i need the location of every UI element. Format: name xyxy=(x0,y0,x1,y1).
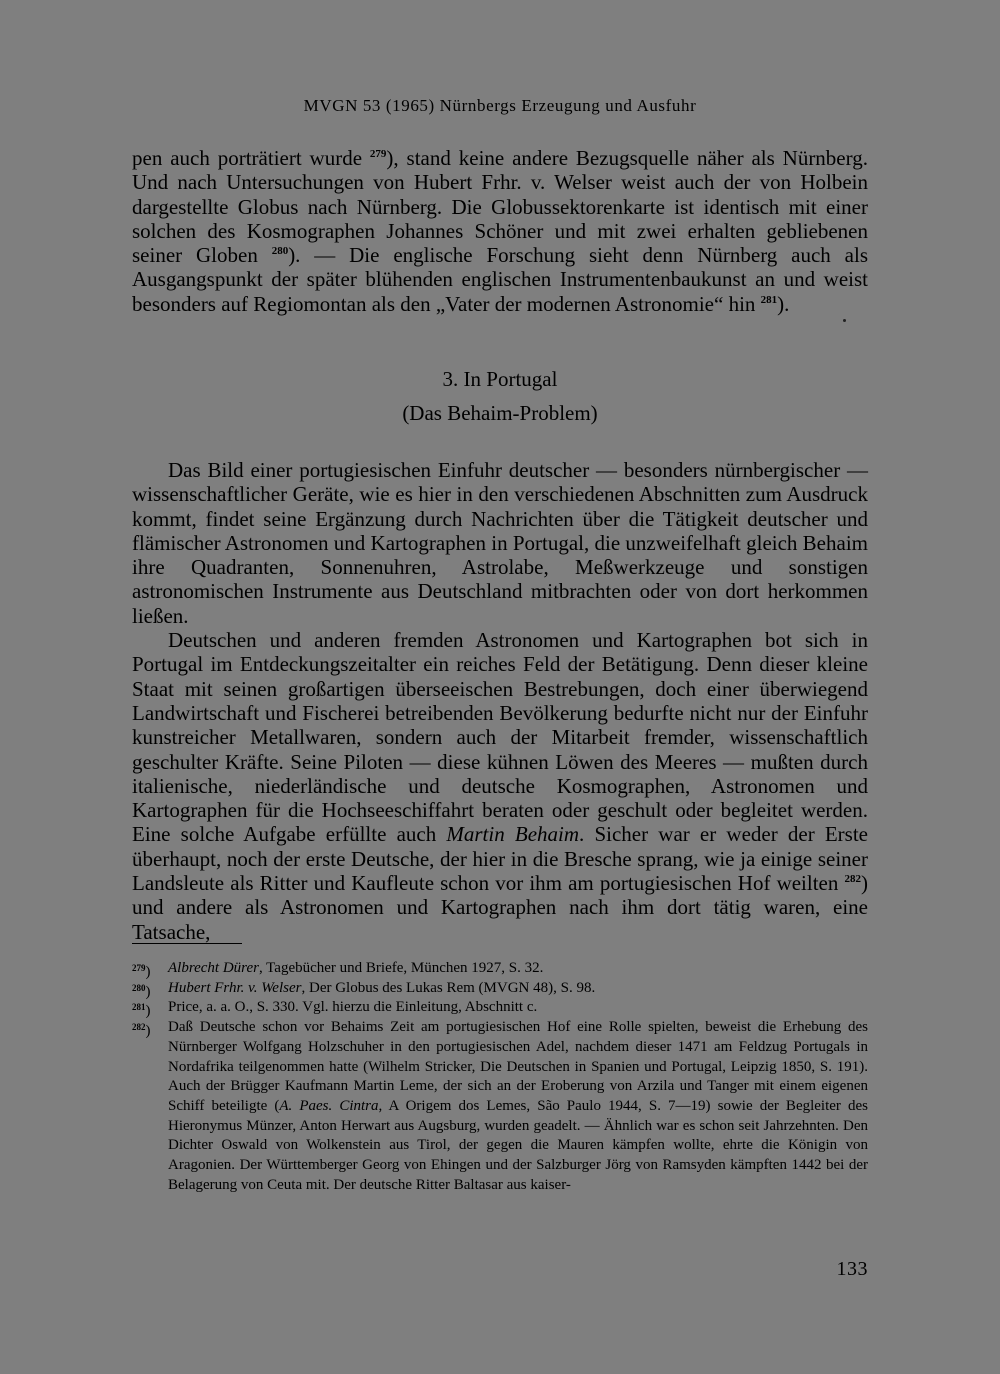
text-run: Daß Deutsche schon vor Behaims Zeit am portugiesischen Hof eine Rolle spielten, beweist die Erhebung des Nürnberger Wolfgang Holzschuher in den portugiesischen Adel, nachdem dieser 1471 am Feldzug Portugals in Nordafrika teilgenommen hatte (Wilhelm Stricker, Die Deutschen in Spanien und Portugal, Leipzig 1850, S. 191). Auch der Brügger Kaufmann Martin Leme, der sich an der Eroberung von Arzila und Tanger mit einem eigenen Schiff beteiligte ( xyxy=(168,1019,868,1114)
text-run: . Sicher war er weder der Erste überhaupt, noch der erste Deutsche, der hier in die Bresche sprang, wie ja einige seiner Landsleute als Ritter und Kaufleute schon vor ihm am portugiesischen Hof weilten xyxy=(132,822,869,896)
footnote-280 xyxy=(132,979,868,999)
text-run: , A Origem dos Lemes, São Paulo 1944, S. 7—19) sowie der Begleiter des Hieronymus Münzer, Anton Herwart aus Augsburg, wurden geadelt. — Ähnlich war es schon seit Jahrzehnten. Den Dichter Oswald von Wolkenstein aus Tirol, der gegen die Mauren kämpfen wollte, ehrte die Königin von Aragonien. Der Württemberger Georg von Ehingen und der Salzburger Jörg von Ramsyden kämpften 1442 bei der Belagerung von Ceuta mit. Der deutsche Ritter Baltasar aus kaiser- xyxy=(168,1097,868,1193)
section-subtitle: (Das Behaim-Problem) xyxy=(402,401,598,425)
footnote-number-value: 279 xyxy=(132,963,146,973)
paragraph-continuation xyxy=(132,146,868,316)
footnote-282 xyxy=(132,1018,868,1195)
footnote-number: $^{279}$) xyxy=(132,963,151,980)
footnote-number: $^{282}$) xyxy=(132,1022,151,1040)
footnote-number-value: 282 xyxy=(132,1022,146,1033)
italic-run: Albrecht Dürer xyxy=(168,960,259,976)
footnote-281 xyxy=(132,998,868,1018)
text-run: pen auch porträtiert wurde xyxy=(132,146,363,170)
footnote-ref-281: 281 xyxy=(760,293,778,306)
footnote-279 xyxy=(132,959,868,979)
footnote-ref-282: 282 xyxy=(844,873,861,886)
section-body xyxy=(132,458,868,944)
text-run: ), stand keine andere Bezugsquelle näher als Nürnberg. Und nach Untersuchungen von Hubert Frhr. v. Welser weist auch der von Holbein dargestellte Globus nach Nürnberg. Die Globussektorenkarte ist identisch mit einer solchen des Kosmographen Johannes Schöner und mit zwei erhalten gebliebenen seiner Globen xyxy=(132,146,868,268)
text-run: , Tagebücher und Briefe, München 1927, S. 32. xyxy=(258,960,544,976)
text-run: ). xyxy=(777,291,790,316)
paragraph xyxy=(132,628,868,944)
italic-run: A. Paes. Cintra xyxy=(279,1097,379,1114)
footnote-number: $^{281}$) xyxy=(132,1002,151,1020)
footnote-number-value: 281 xyxy=(132,1002,146,1013)
footnote-number: $^{280}$) xyxy=(132,982,151,1000)
section-title: 3. In Portugal xyxy=(442,367,558,391)
footnotes xyxy=(132,959,868,1195)
italic-run: Hubert Frhr. v. Welser xyxy=(168,979,302,996)
footnote-separator xyxy=(132,943,242,944)
paragraph: Das Bild einer portugiesischen Einfuhr deutscher — besonders nürnbergischer — wissenschaftlicher Geräte, wie es hier in den verschiedenen Abschnitten zum Ausdruck kommt, findet seine Ergänzung durch Nachrichten über die Tätigkeit deutscher und flämischer Astronomen und Kartographen in Portugal, die unzweifelhaft gleich Behaim ihre Quadranten, Sonnenuhren, Astrolabe, Meßwerkzeuge und sonstigen astronomischen Instrumente aus Deutschland mitbrachten oder von dort herkommen ließen. xyxy=(132,458,868,628)
footnote-ref-280: 280 xyxy=(271,245,289,258)
text-run: Deutschen und anderen fremden Astronomen und Kartographen bot sich in Portugal im Entdeckungszeitalter ein reiches Feld der Betätigung. Denn dieser kleine Staat mit seinen großartigen überseeischen Bestrebungen, doch einer überwiegend Landwirtschaft und Fischerei betreibenden Bevölkerung bedurfte nicht nur der Einfuhr kunstreicher Metallwaren, sondern auch der Mitarbeit fremder, wissenschaftlich geschulter Kräfte. Seine Piloten — diese kühnen Löwen des Meeres — mußten durch italienische, niederländische und deutsche Kosmographen, Astronomen und Kartographen für die Hochseeschiffahrt beraten oder geschult oder begleitet werden. Eine solche Aufgabe erfüllte auch xyxy=(132,628,868,847)
footnote-number-value: 280 xyxy=(132,982,146,993)
text-run: , Der Globus des Lukas Rem (MVGN 48), S. 98. xyxy=(301,979,596,996)
speck xyxy=(843,319,846,322)
text-run: ). — Die englische Forschung sieht denn Nürnberg auch als Ausgangspunkt der später blühenden englischen Instrumentenbaukunst an und weist besonders auf Regiomontan als den „Vater der modernen Astronomie“ hin xyxy=(132,243,868,316)
running-head: MVGN 53 (1965) Nürnbergs Erzeugung und Ausfuhr xyxy=(303,96,697,115)
footnote-ref-279: 279 xyxy=(369,148,387,160)
text-run: Price, a. a. O., S. 330. Vgl. hierzu die Einleitung, Abschnitt c. xyxy=(168,999,538,1016)
person-name: Martin Behaim xyxy=(446,822,580,847)
page-number: 133 xyxy=(836,1258,868,1280)
text-run: ) und andere als Astronomen und Kartographen nach ihm dort tätig waren, eine Tatsache, xyxy=(132,871,868,944)
